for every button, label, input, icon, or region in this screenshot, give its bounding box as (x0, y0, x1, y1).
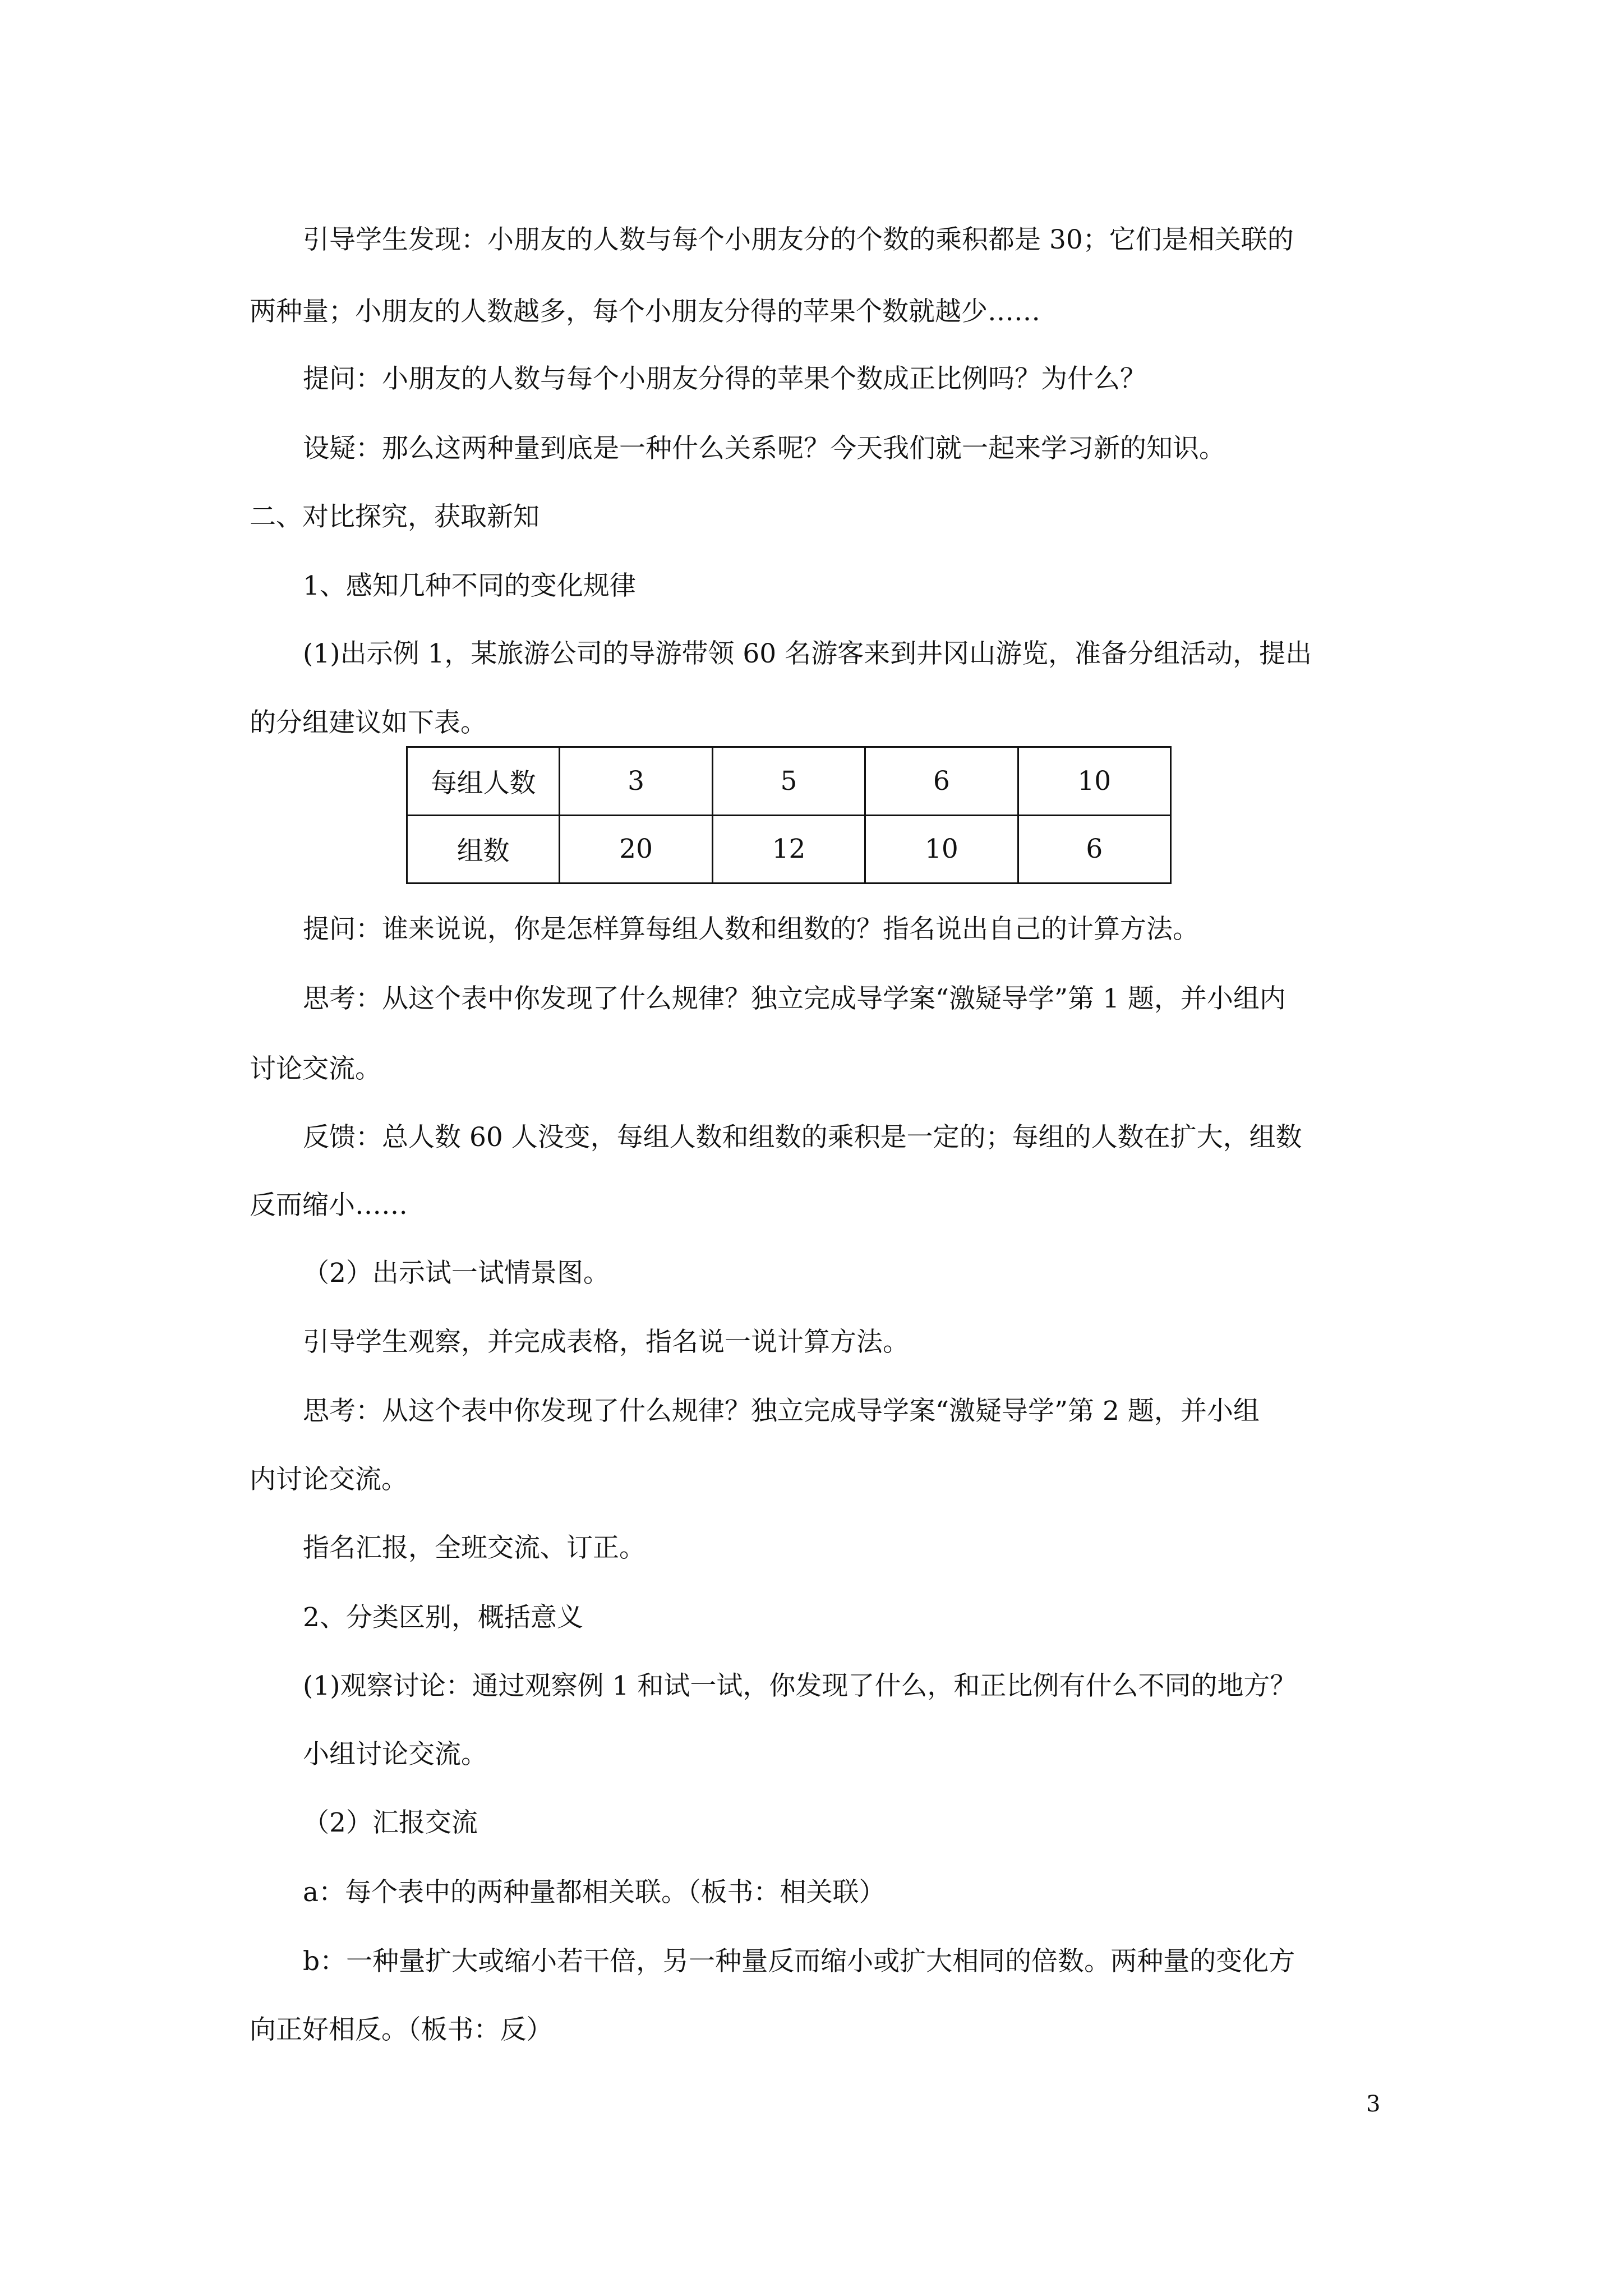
table-cell: 12 (712, 815, 865, 884)
table-cell: 组数 (407, 815, 560, 884)
paragraph-line: (1)观察讨论：通过观察例 1 和试一试，你发现了什么，和正比例有什么不同的地方？ (303, 1671, 1297, 1701)
paragraph-line: 思考：从这个表中你发现了什么规律？独立完成导学案“激疑导学”第 1 题，并小组内 (303, 983, 1286, 1014)
table-cell: 3 (560, 747, 712, 816)
paragraph-line: （2）汇报交流 (303, 1807, 478, 1838)
table-row (407, 815, 1171, 884)
table-cell: 每组人数 (407, 747, 560, 816)
paragraph-line: 向正好相反。（板书：反） (250, 2014, 553, 2045)
paragraph-line: 提问：小朋友的人数与每个小朋友分得的苹果个数成正比例吗？为什么？ (303, 364, 1146, 394)
table-row (407, 747, 1171, 816)
paragraph-line: 反而缩小…… (250, 1190, 408, 1221)
paragraph-line: (1)出示例 1，某旅游公司的导游带领 60 名游客来到井冈山游览，准备分组活动，提出 (303, 638, 1312, 669)
grouping-table (406, 746, 1172, 884)
paragraph-line: 提问：谁来说说，你是怎样算每组人数和组数的？指名说出自己的计算方法。 (303, 914, 1199, 945)
table-cell: 6 (865, 747, 1018, 816)
paragraph-line: a：每个表中的两种量都相关联。（板书：相关联） (303, 1877, 886, 1908)
paragraph-line: 两种量；小朋友的人数越多，每个小朋友分得的苹果个数就越少…… (250, 296, 1040, 327)
paragraph-line: 设疑：那么这两种量到底是一种什么关系呢？今天我们就一起来学习新的知识。 (303, 433, 1225, 464)
paragraph-line: 的分组建议如下表。 (250, 707, 487, 738)
table-cell: 20 (560, 815, 712, 884)
subsection-heading: 1、感知几种不同的变化规律 (303, 570, 636, 601)
paragraph-line: （2）出示试一试情景图。 (303, 1258, 610, 1289)
paragraph-line: b：一种量扩大或缩小若干倍，另一种量反而缩小或扩大相同的倍数。两种量的变化方 (303, 1946, 1295, 1977)
paragraph-line: 小组讨论交流。 (303, 1739, 487, 1770)
table-cell: 5 (712, 747, 865, 816)
paragraph-line: 引导学生观察，并完成表格，指名说一说计算方法。 (303, 1327, 909, 1358)
page-number: 3 (1366, 2091, 1381, 2117)
section-heading: 二、对比探究，获取新知 (250, 501, 540, 532)
paragraph-line: 思考：从这个表中你发现了什么规律？独立完成导学案“激疑导学”第 2 题，并小组 (303, 1396, 1260, 1427)
paragraph-line: 引导学生发现：小朋友的人数与每个小朋友分的个数的乘积都是 30；它们是相关联的 (303, 224, 1294, 255)
table-cell: 10 (1018, 747, 1170, 816)
paragraph-line: 讨论交流。 (250, 1053, 381, 1084)
paragraph-line: 反馈：总人数 60 人没变，每组人数和组数的乘积是一定的；每组的人数在扩大，组数 (303, 1122, 1302, 1153)
paragraph-line: 指名汇报，全班交流、订正。 (303, 1533, 645, 1563)
subsection-heading: 2、分类区别，概括意义 (303, 1602, 583, 1633)
table-cell: 10 (865, 815, 1018, 884)
paragraph-line: 内讨论交流。 (250, 1464, 408, 1495)
table-cell: 6 (1018, 815, 1170, 884)
